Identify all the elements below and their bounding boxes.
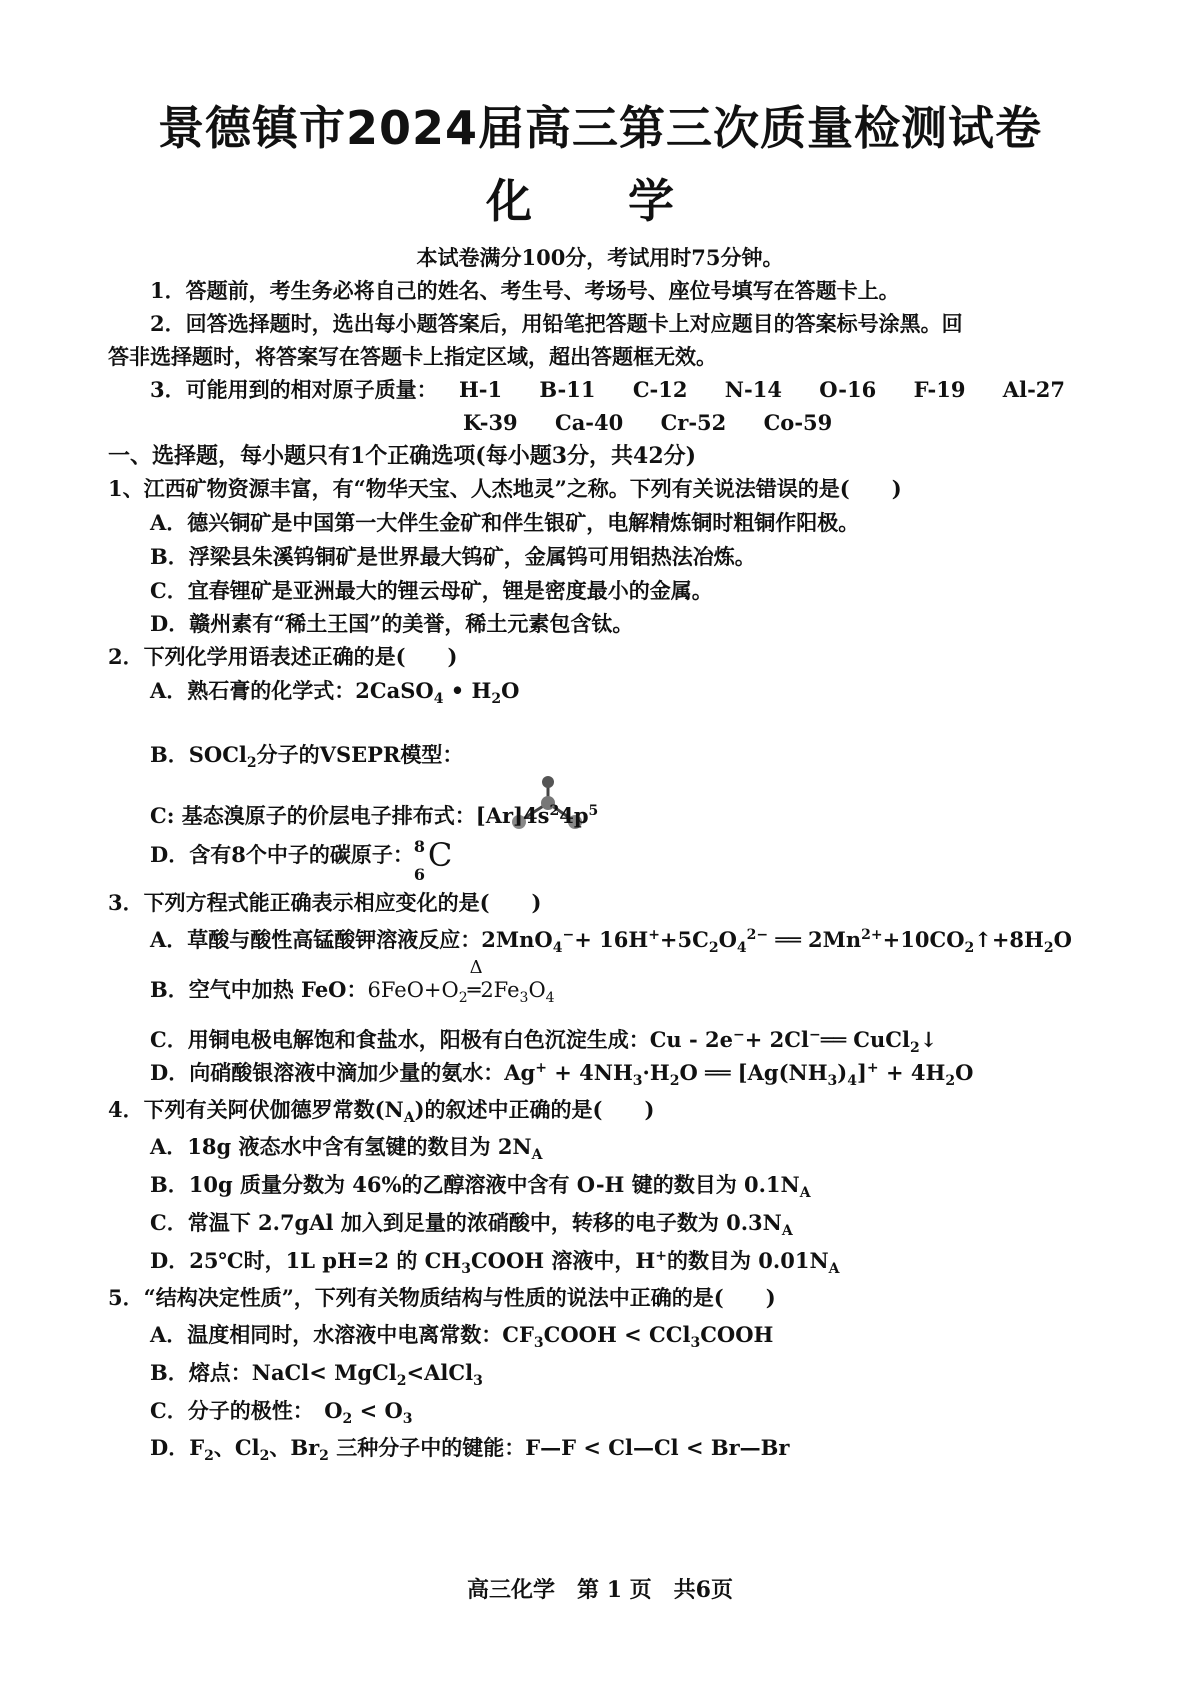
carbon-isotope-symbol: 8 6 C <box>413 835 453 884</box>
mass-item: B-11 <box>539 377 596 402</box>
question-3-option-b: B．空气中加热 FeO：$6FeO+O_2$ Δ $═2Fe_3O_4$ <box>150 957 555 1007</box>
exam-subject: 化 学 <box>485 174 714 228</box>
mass-item: H-1 <box>458 377 503 402</box>
instruction-score: 本试卷满分100分，考试用时75分钟。 <box>416 245 784 270</box>
instruction-3-row2 <box>463 408 862 438</box>
question-5-option-b: B．熔点：NaCl< MgCl$_2$<AlCl$_3$ <box>150 1360 483 1390</box>
instruction-2b: 答非选择题时，将答案写在答题卡上指定区域，超出答题框无效。 <box>108 344 717 369</box>
question-1-stem: 1、江西矿物资源丰富，有“物华天宝、人杰地灵”之称。下列有关说法错误的是( ) <box>108 476 902 501</box>
question-3-stem: 3．下列方程式能正确表示相应变化的是( ) <box>108 890 542 915</box>
question-3-option-a: A．草酸与酸性高锰酸钾溶液反应：$2MnO_4^-+ 16H^++5C_2O_4^{2-}$ ══ $2Mn^{2+}+10CO_2↑+8H_2O$ <box>150 927 1072 957</box>
mass-item: Co-59 <box>763 410 833 435</box>
mass-item: O-16 <box>819 377 877 402</box>
section-heading: 一、选择题，每小题只有1个正确选项(每小题3分，共42分) <box>108 443 697 469</box>
instruction-1: 1．答题前，考生务必将自己的姓名、考生号、考场号、座位号填写在答题卡上。 <box>150 278 900 303</box>
instruction-2a: 2．回答选择题时，选出每小题答案后，用铅笔把答题卡上对应题目的答案标号涂黑。回 <box>150 311 963 336</box>
question-4-stem: 4．下列有关阿伏伽德罗常数$(N_A)$的叙述中正确的是( ) <box>108 1097 655 1127</box>
question-3-option-d: D．向硝酸银溶液中滴加少量的氨水：$Ag^+ + 4NH_3\cdot H_2O$ ══ $[Ag(NH_3)_4]^+ + 4H_2O$ <box>150 1060 974 1090</box>
question-2-option-c: C: 基态溴原子的价层电子排布式：$[Ar]4s^24p^5$ <box>150 803 599 828</box>
question-1-option-b: B．浮梁县朱溪钨铜矿是世界最大钨矿，金属钨可用铝热法冶炼。 <box>150 544 756 569</box>
question-3-option-c: C．用铜电极电解饱和食盐水，阳极有白色沉淀生成：Cu - 2e−+ 2Cl−══ CuCl$_2$↓ <box>150 1027 938 1057</box>
question-2-stem: 2．下列化学用语表述正确的是( ) <box>108 644 458 669</box>
question-4-option-c: C．常温下 2.7gAl 加入到足量的浓硝酸中，转移的电子数为 $0.3N_A$ <box>150 1210 793 1240</box>
question-5-option-a: A．温度相同时，水溶液中电离常数：$CF_3COOH$ < CCl$_3$COOH <box>150 1322 774 1352</box>
instruction-3 <box>150 375 1065 405</box>
question-5-stem: 5．“结构决定性质”，下列有关物质结构与性质的说法中正确的是( ) <box>108 1285 776 1310</box>
mass-item: F-19 <box>913 377 966 402</box>
question-5-option-c: C．分子的极性： $O_2 < O_3$ <box>150 1398 413 1428</box>
page-footer: 高三化学 第 1 页 共6页 <box>467 1577 733 1603</box>
mass-item: C-12 <box>632 377 688 402</box>
mass-item: Ca-40 <box>554 410 624 435</box>
question-2-option-a: A．熟石膏的化学式：2CaSO$_4$ • $H_2O$ <box>150 678 520 708</box>
question-1-option-c: C．宜春锂矿是亚洲最大的锂云母矿，锂是密度最小的金属。 <box>150 578 713 603</box>
question-4-option-a: A．18g 液态水中含有氢键的数目为 $2N_A$ <box>150 1134 543 1164</box>
question-4-option-d: D．25℃时，1L pH=2 的 $CH_3COOH$ 溶液中，H+的数目为 $0.01N_A$ <box>150 1248 840 1278</box>
exam-title: 景德镇市2024届高三第三次质量检测试卷 <box>157 101 1043 155</box>
mass-item: Al-27 <box>1002 377 1066 402</box>
instruction-3-label: 3．可能用到的相对原子质量： <box>150 377 438 402</box>
question-2-option-b: B．SOCl$_2$分子的VSEPR模型： <box>150 742 464 772</box>
question-5-option-d: D．$F_2$、$Cl_2$、$Br_2$ 三种分子中的键能：F—F < Cl—Cl < Br—Br <box>150 1435 790 1465</box>
question-1-option-d: D．赣州素有“稀土王国”的美誉，稀土元素包含钛。 <box>150 611 634 636</box>
question-2-option-d: D．含有8个中子的碳原子： 8 6 C <box>150 840 458 872</box>
question-4-option-b: B．10g 质量分数为 46%的乙醇溶液中含有 O-H 键的数目为 $0.1N_A$ <box>150 1172 811 1202</box>
mass-item: Cr-52 <box>660 410 727 435</box>
mass-item: N-14 <box>724 377 782 402</box>
question-1-option-a: A．德兴铜矿是中国第一大伴生金矿和伴生银矿，电解精炼铜时粗铜作阳极。 <box>150 510 860 535</box>
heat-delta-icon: Δ ═ <box>467 957 483 1002</box>
mass-item: K-39 <box>463 410 518 435</box>
